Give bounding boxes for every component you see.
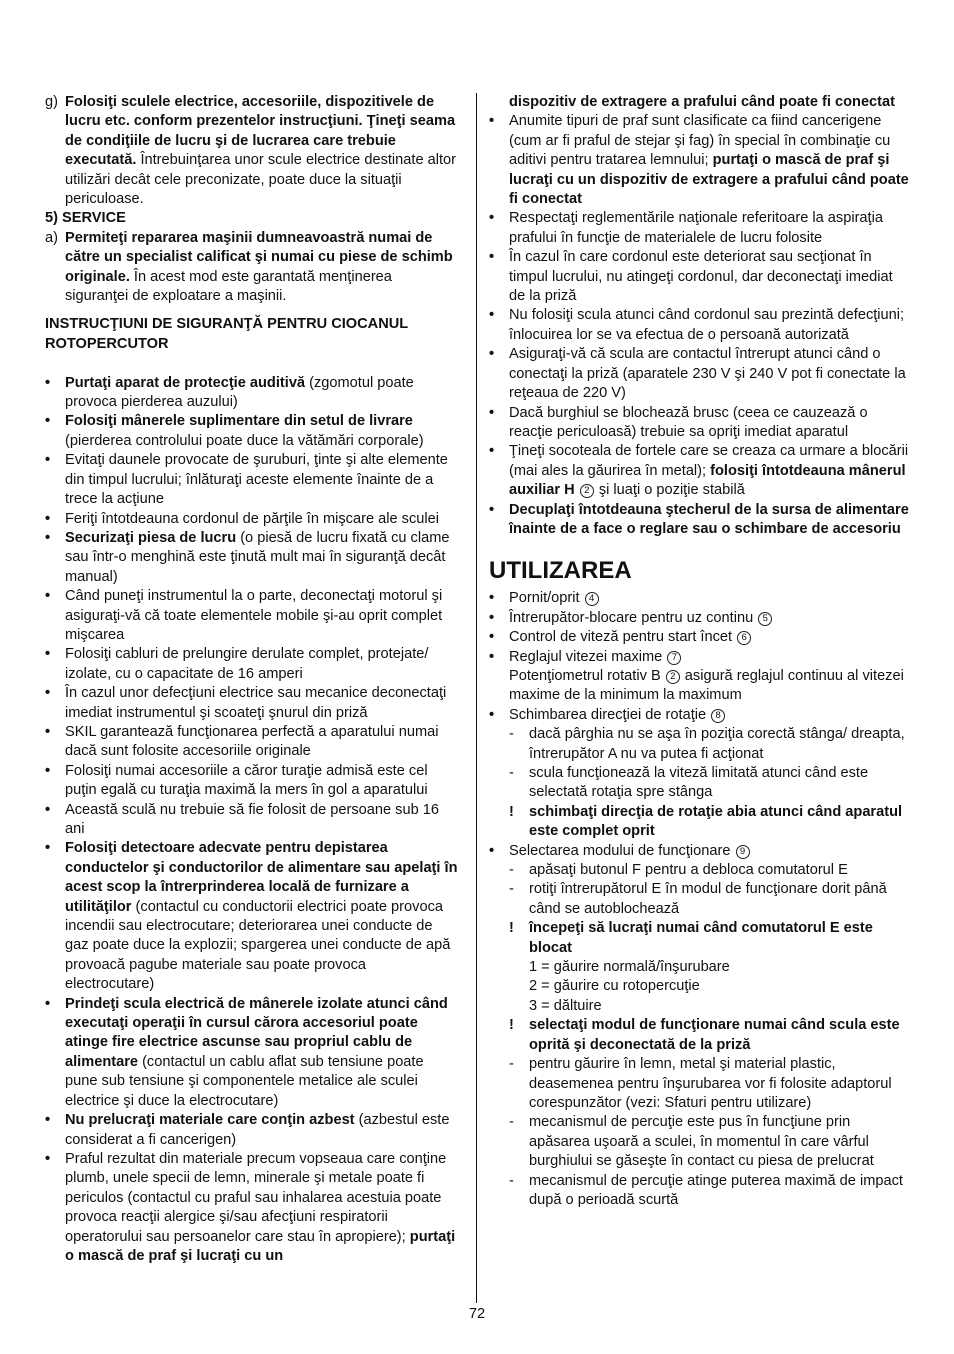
body-text: dacă pârghia nu se aşa în poziţia corectă stânga/ dreapta, întrerupător A nu va putea fi acţionat: [529, 726, 905, 762]
dash: -: [509, 881, 514, 898]
bullet: •: [45, 995, 51, 1012]
bold-text: Folosiţi mânerele suplimentare din setul de livrare: [65, 413, 413, 430]
mode-item: 2 = găurire cu rotopercuţie: [529, 978, 700, 995]
bullet: •: [45, 723, 51, 740]
list-item: [45, 412, 458, 451]
right-column: [489, 93, 909, 1210]
body-text: Selectarea modului de funcţionare: [509, 842, 731, 859]
list-item: [489, 628, 909, 647]
bullet: •: [489, 629, 495, 646]
bold-text: Folosiţi sculele electrice, accesoriile, dispozitivele de lucru etc. conform prezentelor instrucţiuni. Ţineţi seama de condiţiile de lucru şi de lucrarea care trebuie executată.: [65, 94, 456, 169]
body-text: Ţineţi socoteala de fortele care se creaza ca urmare a blocării (mai ales la găurirea în metal);: [509, 443, 909, 479]
bullet: •: [489, 443, 495, 460]
left-column: [45, 93, 458, 1266]
rule-g: [45, 93, 458, 209]
list-item: [45, 995, 458, 1111]
bullet: •: [489, 113, 495, 130]
bold-text: purtaţi o mască de praf şi lucraţi cu un: [65, 1228, 456, 1264]
list-item: [45, 510, 458, 529]
list-label: a): [45, 229, 58, 246]
list-item: [489, 842, 909, 861]
bullet: •: [45, 762, 51, 779]
body-text: şi luaţi o poziţie stabilă: [594, 482, 745, 499]
list-item: [45, 684, 458, 723]
list-item: [45, 1111, 458, 1150]
bullet: •: [489, 404, 495, 421]
warning-mark: !: [509, 803, 514, 820]
body-text: apăsaţi butonul F pentru a debloca comutatorul E: [529, 862, 848, 879]
body-text: Când puneţi instrumentul la o parte, deconectaţi motorul şi asiguraţi-vă că toate elementele mobile şi-au oprit complet mişcarea: [65, 588, 443, 643]
reference-number-icon: 6: [737, 631, 751, 645]
body-text: În cazul în care cordonul este deteriorat sau secţionat în timpul lucrului, nu atingeţi cordonul, dar deconectaţi imediat de la priză: [509, 249, 893, 305]
list-item: [45, 587, 458, 645]
body-text: (contactul un cablu aflat sub tensiune poate pune sub tensiune şi componentele metalice ale sculei electrice şi duce la electrocutare): [65, 1053, 424, 1109]
list-item: [489, 589, 909, 608]
body-text: Întrebuinţarea unor scule electrice destinate altor utilizări decât cele preconizate, poate duce la situaţii periculoase.: [65, 152, 457, 208]
list-item: [45, 451, 458, 509]
bullet: •: [45, 510, 51, 527]
list-item: [45, 645, 458, 684]
body-text: rotiţi întrerupătorul E în modul de funcţionare dorit până când se autoblochează: [529, 881, 887, 917]
page-number: 72: [468, 1306, 486, 1322]
bullet: •: [489, 307, 495, 324]
body-text: Control de viteză pentru start încet: [509, 629, 733, 646]
body-text: Pornit/oprit: [509, 590, 580, 607]
body-text: Potenţiometrul rotativ B: [509, 667, 661, 684]
warning-mark: !: [509, 1017, 514, 1034]
body-text: (azbestul este considerat a fi cancerigen): [65, 1112, 450, 1148]
body-text: scula funcţionează la viteză limitată atunci când este selectată rotaţia spre stânga: [529, 765, 869, 801]
safety-heading: INSTRUCŢIUNI DE SIGURANŢĂ PENTRU CIOCANUL ROTOPERCUTOR: [45, 316, 408, 352]
body-text: Asiguraţi-vă că scula are contactul întrerupt atunci când o conectaţi la priză (aparatele 230 V şi 240 V pot fi conectate la reţeaua de 220 V): [509, 346, 906, 402]
list-item: [45, 374, 458, 413]
bullet: •: [45, 413, 51, 430]
list-item: [489, 306, 909, 345]
list-item: [489, 248, 909, 306]
bullet: •: [489, 648, 495, 665]
body-text: Praful rezultat din materiale precum vopseaua care conţine plumb, unele specii de lemn, minerale şi metale poate fi periculos (contactul cu praful sau inhalarea acestuia poate provoca reacţii alergice şi/sau afecţiuni respiratorii operatorului sau persoanelor care stau în apropiere);: [65, 1150, 447, 1245]
reference-number-icon: 2: [666, 670, 680, 684]
dash: -: [509, 1172, 514, 1189]
bullet: •: [45, 1150, 51, 1167]
list-item: [489, 609, 909, 628]
dash: -: [509, 862, 514, 879]
reference-number-icon: 8: [711, 709, 725, 723]
body-text: (zgomotul poate provoca pierderea auzului): [65, 374, 414, 411]
reference-number-icon: 5: [758, 612, 772, 626]
reference-number-icon: 2: [580, 484, 594, 498]
list-label: g): [45, 94, 58, 110]
list-item: [45, 801, 458, 840]
dash-item: [489, 1172, 909, 1211]
body-text: Întrerupător-blocare pentru uz continu: [509, 609, 754, 626]
list-item: [489, 209, 909, 248]
mode-item: 3 = dăltuire: [529, 997, 602, 1014]
bullet: •: [489, 346, 495, 363]
dash-item: [489, 861, 909, 880]
warning-item: [489, 919, 909, 958]
dash-item: [489, 764, 909, 803]
list-item: [45, 762, 458, 801]
bullet: •: [489, 706, 495, 723]
bold-text: Permiteţi repararea maşinii dumneavoastră numai de către un specialist calificat şi numai cu piese de schimb originale.: [65, 229, 453, 285]
bold-text: Prindeţi scula electrică de mânerele izolate atunci când executaţi operaţii în cursul cărora accesoriul poate atinge fire electrice ascunse sau propriul cablu de alimentare: [65, 995, 448, 1070]
body-text: mecanismul de percuţie este pus în funcţiune prin apăsarea uşoară a sculei, în momentul în care vârful burghiului se găseşte în contact cu piesa de prelucrat: [529, 1114, 874, 1170]
bullet: •: [489, 842, 495, 859]
dash-item: [489, 725, 909, 764]
body-text: Evitaţi daunele provocate de şuruburi, ţinte şi alte elemente din timpul lucrului; înlăturaţi aceste elemente înainte de a trece la acţiune: [65, 452, 448, 508]
service-heading: 5) SERVICE: [45, 210, 126, 227]
bold-text: Securizaţi piesa de lucru: [65, 529, 237, 546]
dash: -: [509, 726, 514, 743]
bold-text: purtaţi o mască de praf şi lucraţi cu un dispozitiv de extragere a prafului când poate fi conectat: [509, 152, 909, 208]
bullet: •: [45, 840, 51, 857]
bullet: •: [45, 685, 51, 702]
reference-number-icon: 9: [736, 845, 750, 859]
bullet: •: [45, 529, 51, 546]
list-item: [489, 648, 909, 706]
bullet: •: [489, 210, 495, 227]
body-text: Schimbarea direcţiei de rotaţie: [509, 706, 707, 723]
bullet: •: [45, 452, 51, 469]
body-text: SKIL garantează funcţionarea perfectă a aparatului numai dacă sunt folosite accesoriile originale: [65, 723, 439, 760]
reference-number-icon: 4: [585, 592, 599, 606]
bold-text: Nu prelucraţi materiale care conţin azbest: [65, 1112, 355, 1129]
list-item: [489, 112, 909, 209]
bullet: •: [489, 501, 495, 518]
column-divider: [476, 93, 477, 1303]
body-text: În cazul unor defecţiuni electrice sau mecanice deconectaţi imediat instrumentul şi scoateţi şnurul din priză: [65, 685, 447, 721]
reference-number-icon: 7: [667, 651, 681, 665]
dash-item: [489, 1113, 909, 1171]
bold-text: începeţi să lucraţi numai când comutatorul E este blocat: [529, 920, 873, 956]
section-title: UTILIZAREA: [489, 557, 632, 585]
bold-text: folosiţi întotdeauna mânerul auxiliar H: [509, 462, 906, 499]
list-item: [45, 723, 458, 762]
bullet: •: [45, 374, 51, 391]
warning-item: [489, 1016, 909, 1055]
mode-item: 1 = găurire normală/înşurubare: [529, 959, 730, 976]
bullet: •: [489, 249, 495, 266]
dash: -: [509, 1056, 514, 1073]
dash-item: [489, 1055, 909, 1113]
bullet: •: [45, 1112, 51, 1129]
bullet: •: [489, 590, 495, 607]
bold-text: Purtaţi aparat de protecţie auditivă: [65, 374, 306, 391]
bold-text: schimbaţi direcţia de rotaţie abia atunci când aparatul este complet oprit: [529, 803, 903, 840]
body-text: asigură reglajul continuu al vitezei maxime de la minimum la maximum: [509, 667, 904, 704]
warning-item: [489, 803, 909, 842]
list-item: [489, 501, 909, 540]
dash: -: [509, 1114, 514, 1131]
list-item: [45, 529, 458, 587]
bullet: •: [45, 646, 51, 663]
dash-item: [489, 880, 909, 919]
body-text: Feriţi întotdeauna cordonul de părţile în mişcare ale sculei: [65, 510, 439, 527]
bold-text: Decuplaţi întotdeauna ştecherul de la sursa de alimentare înainte de a face o reglare sau o schimbare de accesoriu: [509, 501, 909, 537]
body-text: (o piesă de lucru fixată cu clame sau într-o menghină este ţinută mult mai în siguranţă decât manual): [65, 529, 450, 585]
rule-a: [45, 229, 458, 307]
dash: -: [509, 765, 514, 781]
list-item: [489, 706, 909, 725]
body-text: Dacă burghiul se blochează brusc (ceea ce cauzează o reacţie periculoasă) trebuie sa opriţi imediat aparatul: [509, 404, 868, 440]
bullet: •: [45, 801, 51, 818]
bullet: •: [489, 609, 495, 626]
continued-text: dispozitiv de extragere a prafului când poate fi conectat: [509, 94, 896, 110]
list-item: [489, 345, 909, 403]
body-text: Reglajul vitezei maxime: [509, 648, 663, 665]
body-text: (pierderea controlului poate duce la vătămări corporale): [65, 432, 424, 449]
body-text: Folosiţi numai accesoriile a căror turaţie admisă este cel puţin egală cu turaţia maximă la mers în gol a aparatului: [65, 762, 428, 799]
bold-text: Folosiţi detectoare adecvate pentru depistarea conductelor şi conductorilor de alimentare sau apelaţi în acest scop la întrerprinderea locală de furnizare a utilităţilor: [65, 840, 458, 915]
body-text: pentru găurire în lemn, metal şi material plastic, deasemenea pentru înşurubarea vor fi folosite adaptorul corespunzător (vezi: Sfaturi pentru utilizare): [529, 1056, 892, 1111]
list-item: [45, 839, 458, 994]
bullet: •: [45, 588, 51, 605]
warning-mark: !: [509, 920, 514, 937]
body-text: Folosiţi cabluri de prelungire derulate complet, protejate/ izolate, cu o capacitate de 16 amperi: [65, 646, 429, 682]
bold-text: selectaţi modul de funcţionare numai când scula este oprită şi deconectată de la priză: [529, 1017, 900, 1053]
body-text: Respectaţi reglementările naţionale referitoare la aspiraţia prafului în funcţie de materialele de lucru folosite: [509, 210, 883, 246]
list-item: [489, 442, 909, 500]
body-text: În acest mod este garantată menţinerea siguranţei de exploatare a maşinii.: [65, 268, 392, 305]
body-text: Această sculă nu trebuie să fie folosit de persoane sub 16 ani: [65, 801, 440, 838]
list-item: [489, 404, 909, 443]
list-item: [45, 1150, 458, 1266]
body-text: Nu folosiţi scula atunci când cordonul sau prezintă defecţiuni; înlocuirea lor se va efectua de o persoană autorizată: [509, 307, 905, 343]
body-text: (contactul cu conductorii electrici poate provoca incendii sau electrocutare; deteriorarea unei conducte de gaz poate duce la explozii; spargerea unei conducte de apă provoacă pagube materiale sau poate provoca electrocutare): [65, 898, 451, 993]
body-text: mecanismul de percuţie atinge puterea maximă de impact după o perioadă scurtă: [529, 1172, 903, 1208]
body-text: Anumite tipuri de praf sunt clasificate ca fiind cancerigene (cum ar fi praful de stejar şi fag) în special în combinaţie cu aditivi pentru tratarea lemnului;: [509, 113, 891, 169]
